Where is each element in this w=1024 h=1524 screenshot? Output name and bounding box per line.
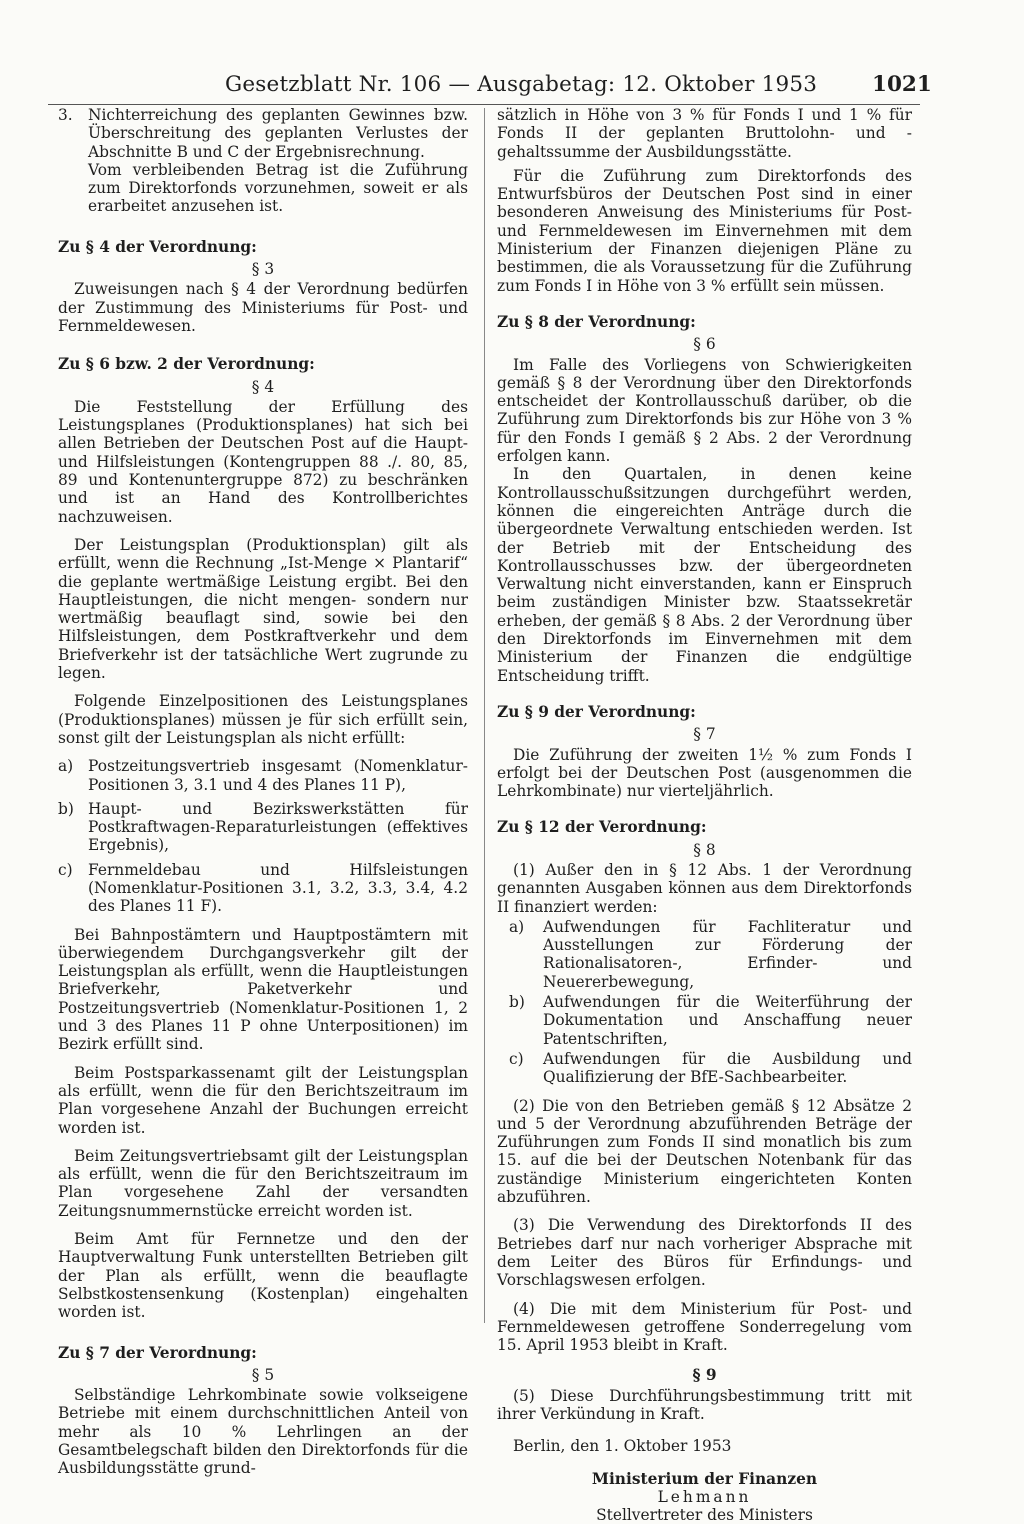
section-heading: Zu § 7 der Verordnung: <box>58 1343 257 1362</box>
paragraph: Beim Amt für Fernnetze und den der Hauptverwaltung Funk unterstellten Betrieben gilt der Plan als erfüllt, wenn die beauflagte Selbstkostensenkung (Kostenplan) eingehalten worden ist. <box>58 1230 468 1322</box>
signature-organization: Ministerium der Finanzen <box>591 1469 818 1488</box>
paragraph: sätzlich in Höhe von 3 % für Fonds I und 1 % für Fonds II der geplanten Bruttolohn- und -gehaltssumme der Ausbildungsstätte. <box>497 106 912 161</box>
paragraph: Beim Zeitungsvertriebsamt gilt der Leistungsplan als erfüllt, wenn die für den Berichtszeitraum im Plan vorgesehene Zahl der versandten Zeitungsnummernstücke erreicht worden ist. <box>58 1146 468 1220</box>
paragraph: Selbständige Lehrkombinate sowie volkseigene Betriebe mit einem durchschnittlichen Anteil von mehr als 10 % Lehrlingen an der Gesamtbelegschaft bilden den Direktorfonds für die Ausbildungsstätte grund- <box>58 1386 468 1478</box>
section-heading: Zu § 4 der Verordnung: <box>58 237 257 256</box>
list-item <box>58 757 468 794</box>
list-text: Aufwendungen für die Ausbildung und Qualifizierung der BfE-Sachbearbeiter. <box>543 1049 912 1087</box>
signature-role: Stellvertreter des Ministers <box>596 1506 813 1524</box>
list-text: Aufwendungen für Fachliteratur und Ausstellungen zur Förderung der Rationalisatoren-, Erfinder- und Neuererbewegung, <box>543 917 912 991</box>
paragraph: Der Leistungsplan (Produktionsplan) gilt als erfüllt, wenn die Rechnung „Ist-Menge × Plantarif“ die geplante wertmäßige Leistung ergibt. Bei den Hauptleistungen, die nicht mengen- sondern nur wertmäßig beauflagt sind, sowie bei den Hilfsleistungen, dem Postkraftverkehr und dem Briefverkehr ist der tatsächliche Wert zugrunde zu legen. <box>58 535 468 683</box>
paragraph: (3) Die Verwendung des Direktorfonds II des Betriebes darf nur nach vorheriger Absprache mit dem Leiter des Büros für Erfindungs- und Vorschlagswesen erfolgen. <box>497 1216 912 1290</box>
paragraph: (1) Außer den in § 12 Abs. 1 der Verordnung genannten Ausgaben können aus dem Direktorfonds II finanziert werden: <box>497 860 912 916</box>
paragraph: Im Falle des Vorliegens von Schwierigkeiten gemäß § 8 der Verordnung über den Direktorfonds entscheidet der Kontrollausschuß darüber, ob die Zuführung zum Direktorfonds bis zur Höhe von 3 % für den Fonds I gemäß § 2 Abs. 2 der Verordnung erfolgen kann. <box>497 355 912 466</box>
list-marker: b) <box>58 799 74 818</box>
list-item <box>58 861 468 916</box>
list-marker: a) <box>58 757 74 776</box>
paragraph: Die Feststellung der Erfüllung des Leistungsplanes (Produktionsplanes) hat sich bei allen Betrieben der Deutschen Post auf die Haupt- und Hilfsleistungen (Kontengruppen 88 ./. 80, 85, 89 und Kontenuntergruppe 872) zu beschränken und ist an Hand des Kontrollberichtes nachzuweisen. <box>58 397 468 526</box>
paragraph: Beim Postsparkassenamt gilt der Leistungsplan als erfüllt, wenn die für den Berichtszeitraum im Plan vorgesehene Anzahl der Buchungen erreicht worden ist. <box>58 1063 468 1137</box>
list-marker: a) <box>509 917 525 936</box>
header-rule <box>48 104 920 105</box>
paragraph: (5) Diese Durchführungsbestimmung tritt mit ihrer Verkündung in Kraft. <box>497 1386 912 1423</box>
section-heading: Zu § 8 der Verordnung: <box>497 312 696 331</box>
section-number: § 5 <box>251 1365 275 1384</box>
gazette-title: Gesetzblatt Nr. 106 — Ausgabetag: 12. Oktober 1953 <box>225 72 818 97</box>
section-number: § 6 <box>693 335 716 354</box>
section-number: § 9 <box>692 1366 717 1385</box>
paragraph: Für die Zuführung zum Direktorfonds des Entwurfsbüros der Deutschen Post sind in einer besonderen Anweisung des Ministeriums für Post- und Fernmeldewesen im Einvernehmen mit dem Ministerium der Finanzen diejenigen Pläne zu bestimmen, die als Voraussetzung für die Zuführung zum Fonds I in Höhe von 3 % erfüllt sein müssen. <box>497 166 912 295</box>
list-item <box>497 993 912 1048</box>
paragraph: Zuweisungen nach § 4 der Verordnung bedürfen der Zustimmung des Ministeriums für Post- und Fernmeldewesen. <box>58 280 468 335</box>
page-number: 1021 <box>872 72 932 97</box>
list-text: Haupt- und Bezirkswerkstätten für Postkraftwagen-Reparaturleistungen (effektives Ergebnis), <box>88 799 468 855</box>
list-text: Aufwendungen für die Weiterführung der Dokumentation und Anschaffung neuer Patentschriften, <box>543 993 912 1048</box>
list-text: Postzeitungsvertrieb insgesamt (Nomenklatur-Positionen 3, 3.1 und 4 des Planes 11 P), <box>88 757 468 794</box>
paragraph: (4) Die mit dem Ministerium für Post- und Fernmeldewesen getroffene Sonderregelung vom 15. April 1953 bleibt in Kraft. <box>497 1299 912 1355</box>
list-item <box>497 918 912 991</box>
list-marker: c) <box>58 860 73 879</box>
list-item <box>58 800 468 855</box>
paragraph: Bei Bahnpostämtern und Hauptpostämtern mit überwiegendem Durchgangsverkehr gilt der Leistungsplan als erfüllt, wenn die Hauptleistungen Briefverkehr, Paketverkehr und Postzeitungsvertrieb (Nomenklatur-Positionen 1, 2 und 3 des Planes 11 P ohne Unterpositionen) im Bezirk erfüllt sind. <box>58 925 468 1054</box>
paragraph: In den Quartalen, in denen keine Kontrollausschußsitzungen durchgeführt werden, können die eingereichten Anträge durch die übergeordnete Verwaltung entschieden werden. Ist der Betrieb mit der Entscheidung des Kontrollausschusses bzw. der übergeordneten Verwaltung nicht einverstanden, kann er Einspruch beim zuständigen Minister bzw. Staatssekretär erheben, der gemäß § 8 Abs. 2 der Verordnung über den Direktorfonds im Einvernehmen mit dem Ministerium der Finanzen die endgültige Entscheidung trifft. <box>497 465 912 685</box>
list-text: Nichterreichung des geplanten Gewinnes bzw. Überschreitung des geplanten Verlustes der Abschnitte B und C der Ergebnisrechnung. <box>88 106 468 161</box>
list-marker: c) <box>509 1049 524 1068</box>
list-item <box>58 106 468 161</box>
paragraph: (2) Die von den Betrieben gemäß § 12 Absätze 2 und 5 der Verordnung abzuführenden Beträge der Zuführungen zum Fonds II sind monatlich bis zum 15. auf die bei der Deutschen Notenbank für das zuständige Ministerium eingerichteten Konten abzuführen. <box>497 1096 912 1207</box>
section-heading: Zu § 12 der Verordnung: <box>497 818 707 837</box>
column-divider <box>484 108 485 1323</box>
paragraph: Vom verbleibenden Betrag ist die Zuführung zum Direktorfonds vorzunehmen, soweit er als erarbeitet anzusehen ist. <box>88 160 468 216</box>
right-column <box>497 106 912 1524</box>
section-number: § 8 <box>693 840 716 859</box>
paragraph: Folgende Einzelpositionen des Leistungsplanes (Produktionsplanes) müssen je für sich erfüllt sein, sonst gilt der Leistungsplan als nicht erfüllt: <box>58 692 468 747</box>
paragraph: Die Zuführung der zweiten 1½ % zum Fonds I erfolgt bei der Deutschen Post (ausgenommen die Lehrkombinate) nur vierteljährlich. <box>497 745 912 801</box>
section-heading: Zu § 6 bzw. 2 der Verordnung: <box>58 355 315 374</box>
section-number: § 7 <box>693 725 716 744</box>
section-heading: Zu § 9 der Verordnung: <box>497 702 696 721</box>
section-number: § 4 <box>251 377 275 396</box>
date-line: Berlin, den 1. Oktober 1953 <box>513 1437 732 1456</box>
list-item <box>497 1050 912 1087</box>
list-marker: b) <box>509 993 525 1012</box>
list-text: Fernmeldebau und Hilfsleistungen (Nomenklatur-Positionen 3.1, 3.2, 3.3, 3.4, 4.2 des Planes 11 F). <box>88 860 468 916</box>
list-marker: 3. <box>58 106 73 124</box>
section-number: § 3 <box>251 260 275 279</box>
signature-name: Lehmann <box>657 1487 752 1506</box>
left-column <box>58 106 468 1478</box>
